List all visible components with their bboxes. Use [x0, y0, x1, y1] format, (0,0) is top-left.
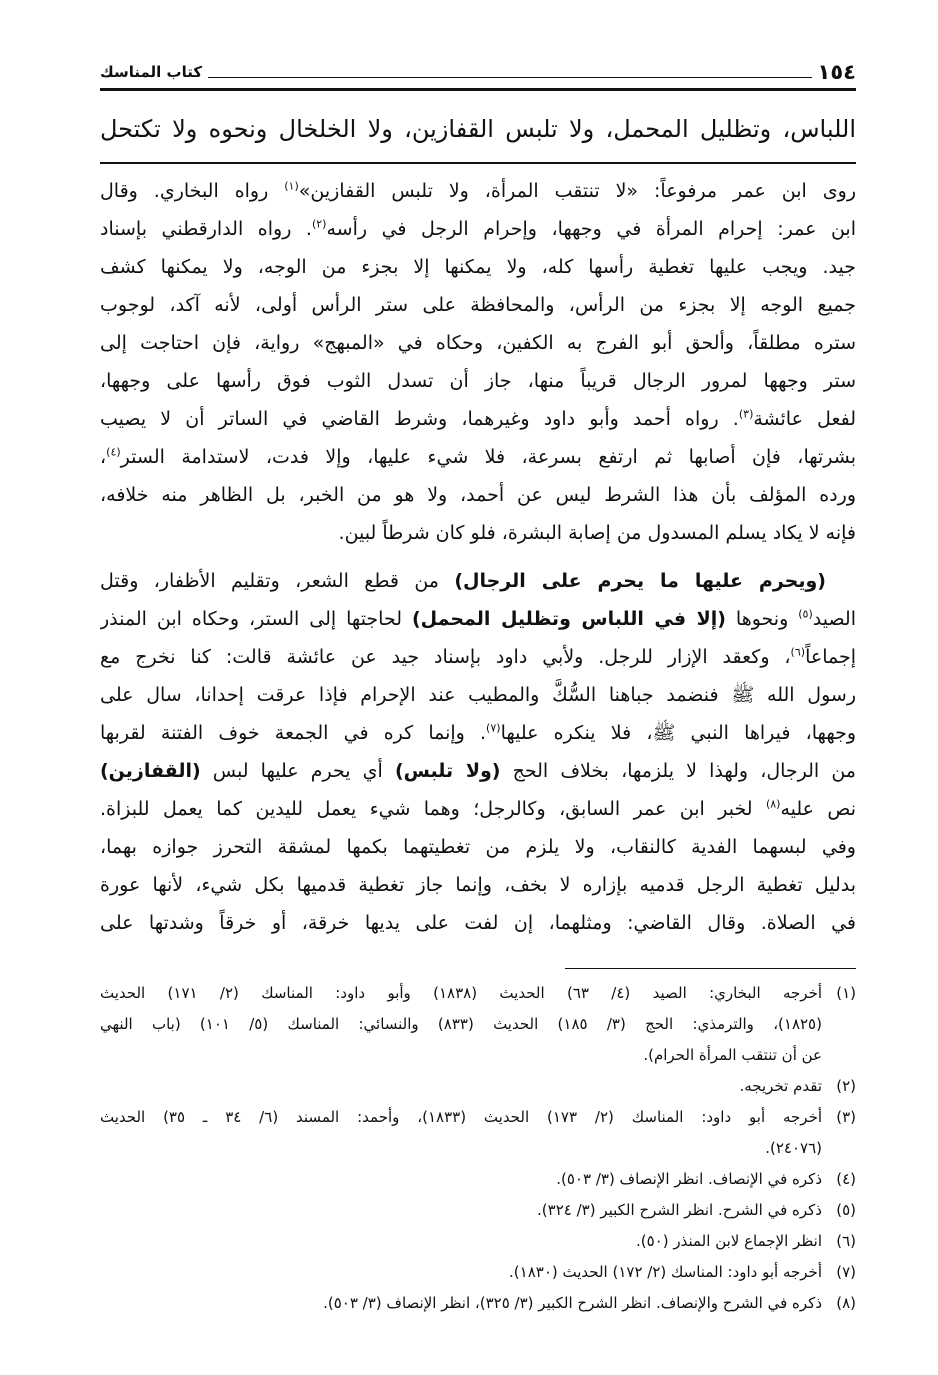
text-line	[100, 172, 856, 210]
footnote-number: (٤)	[836, 1170, 856, 1188]
footnote-number: (٦)	[836, 1232, 856, 1250]
text-line	[100, 210, 856, 248]
text-line	[100, 476, 856, 514]
footnote-line: انظر الإجماع لابن المنذر (٥٠).	[636, 1232, 822, 1250]
footnote-ref[interactable]: (٤)	[106, 445, 121, 459]
text-run: لحاجتها إلى الستر، وحكاه ابن المنذر	[100, 608, 412, 630]
matn-text	[100, 110, 856, 148]
footnote-number: (٨)	[836, 1294, 856, 1312]
footnote-ref[interactable]: (٧)	[486, 721, 501, 735]
footnote	[100, 1288, 856, 1319]
footnote-ref[interactable]: (٨)	[765, 797, 781, 811]
text-run: أي يحرم عليها لبس	[200, 760, 395, 782]
text-run: . وإنما كره في الجمعة خوف الفتنة لقربها	[100, 722, 487, 744]
header-divider	[208, 77, 811, 78]
text-run: بشرتها، فإن أصابها ثم ارتفع بسرعة، فلا شيء عليها، وإلا فدت، لاستدامة الستر	[120, 446, 856, 468]
footnote-line: عن أن تنتقب المرأة الحرام).	[643, 1046, 822, 1064]
text-run: من الرجال، ولهذا لا يلزمها، بخلاف الحج	[500, 760, 856, 782]
footnote-line: (٢٤٠٧٦).	[765, 1139, 822, 1157]
footnote-line: ذكره في الشرح. انظر الشرح الكبير (٣/ ٣٢٤).	[537, 1201, 822, 1219]
footnote-separator	[565, 968, 856, 969]
text-run: لخبر ابن عمر السابق، وكالرجل؛ وهما شيء يعمل لليدين كما يعمل للبزاة.	[100, 798, 766, 820]
footnote-line: أخرجه أبو داود: المناسك (٢/ ١٧٢) الحديث (١٨٣٠).	[509, 1263, 822, 1281]
bold-matn-quote: (القفازين)	[100, 760, 201, 782]
footnote-ref[interactable]: (٥)	[798, 607, 813, 621]
footnote-number: (٧)	[836, 1263, 856, 1281]
footnote-ref[interactable]: (٢)	[311, 217, 327, 231]
bold-matn-quote: (إلا في اللباس وتظليل المحمل)	[411, 608, 726, 630]
footnote	[100, 1102, 856, 1164]
footnote-ref[interactable]: (٣)	[738, 407, 754, 421]
text-run: وجهها، فيراها النبي ﷺ، فلا ينكره عليها	[500, 722, 856, 744]
footnotes	[100, 978, 856, 1319]
footnote	[100, 1164, 856, 1195]
text-line	[100, 438, 856, 476]
text-line	[100, 286, 856, 324]
paragraph	[100, 172, 856, 552]
text-run: فإنه لا يكاد يسلم المسدول من إصابة البشرة، فلو كان شرطاً لبين.	[338, 522, 856, 544]
header-rule	[100, 88, 856, 91]
text-run: ستره مطلقاً، وألحق أبو الفرج به الكفين، وحكاه في «المبهج» رواية، فإن احتاجت إلى	[100, 332, 856, 354]
paragraph	[100, 562, 856, 942]
running-header	[100, 60, 856, 84]
footnote-line: أخرجه البخاري: الصيد (٤/ ٦٣) الحديث (١٨٣٨) وأبو داود: المناسك (٢/ ١٧١) الحديث	[100, 984, 822, 1002]
footnote-line: أخرجه أبو داود: المناسك (٢/ ١٧٣) الحديث (١٨٣٣)، وأحمد: المسند (٦/ ٣٤ ـ ٣٥) الحديث	[100, 1108, 822, 1126]
text-run: الصيد	[812, 608, 856, 630]
bold-matn-quote: (ويحرم عليها ما يحرم على الرجال)	[454, 570, 826, 592]
chapter-title: كتاب المناسك	[100, 63, 203, 81]
text-line	[100, 714, 856, 752]
page-number: ١٥٤	[817, 60, 856, 84]
footnote	[100, 1226, 856, 1257]
text-run: رسول الله ﷺ فنضمد جباهنا السُّكَّ والمطيب عند الإحرام فإذا عرقت إحدانا، سال على	[100, 684, 856, 706]
text-line	[100, 600, 856, 638]
bold-matn-quote: (ولا تلبس)	[394, 760, 501, 782]
footnote-ref[interactable]: (٦)	[790, 645, 806, 659]
footnote-number: (١)	[836, 984, 856, 1002]
footnote-line: (١٨٢٥)، والترمذي: الحج (٣/ ١٨٥) الحديث (٨٣٣) والنسائي: المناسك (٥/ ١٠١) (باب النهي	[100, 1015, 822, 1033]
text-run: اللباس، وتظليل المحمل، ولا تلبس القفازين، ولا الخلخال ونحوه ولا تكتحل	[100, 115, 856, 143]
footnote-number: (٣)	[836, 1108, 856, 1126]
footnote-number: (٥)	[836, 1201, 856, 1219]
text-run: . رواه أحمد وأبو داود وغيرهما، وشرط القاضي في الساتر أن لا يصيب	[100, 408, 739, 430]
text-line	[100, 248, 856, 286]
text-run: وفي لبسهما الفدية كالنقاب، ولا يلزم من تغطيتهما بكمها لمشقة التحرز جوازه بهما،	[100, 836, 856, 858]
text-line	[100, 362, 856, 400]
text-run: ،	[100, 446, 107, 468]
footnote	[100, 978, 856, 1071]
footnote	[100, 1071, 856, 1102]
text-run: إجماعاً	[805, 646, 856, 668]
text-line	[100, 828, 856, 866]
text-line	[100, 866, 856, 904]
text-run: نص عليه	[780, 798, 856, 820]
footnote-number: (٢)	[836, 1077, 856, 1095]
text-line	[100, 904, 856, 942]
footnote	[100, 1257, 856, 1288]
text-run: ستر وجهها لمرور الرجال قريباً منها، جاز أن تسدل الثوب فوق رأسها على وجهها،	[100, 370, 856, 392]
text-line	[100, 790, 856, 828]
text-run: جيد. ويجب عليها تغطية رأسها كله، ولا يمكنها إلا بجزء من الوجه، ولا يمكنها كشف	[100, 256, 856, 278]
text-run: في الصلاة. وقال القاضي: ومثلهما، إن لفت على يديها خرقة، أو خرقاً وشدتها على	[100, 912, 856, 934]
footnote-line: ذكره في الإنصاف. انظر الإنصاف (٣/ ٥٠٣).	[556, 1170, 822, 1188]
text-run: ورده المؤلف بأن هذا الشرط ليس عن أحمد، ولا هو من الخبر، بل الظاهر منه خلافه،	[100, 484, 856, 506]
footnote	[100, 1195, 856, 1226]
footnote-ref[interactable]: (١)	[284, 179, 299, 193]
text-run: من قطع الشعر، وتقليم الأظفار، وقتل	[100, 570, 455, 592]
footnote-line: تقدم تخريجه.	[739, 1077, 822, 1095]
text-run: ونحوها	[725, 608, 799, 630]
text-line	[100, 638, 856, 676]
text-run: روى ابن عمر مرفوعاً: «لا تنتقب المرأة، ولا تلبس القفازين»	[298, 180, 856, 202]
text-line	[100, 324, 856, 362]
matn-rule	[100, 162, 856, 164]
text-run: رواه البخاري. وقال	[100, 180, 285, 202]
text-run: ، وكعقد الإزار للرجل. ولأبي داود بإسناد جيد عن عائشة قالت: كنا نخرج مع	[100, 646, 791, 668]
text-run: بدليل تغطية الرجل قدميه بإزاره لا بخف، وإنما جاز تغطية قدميها بكل شيء، لأنها عورة	[100, 874, 856, 896]
text-line	[100, 514, 856, 552]
text-run: لفعل عائشة	[753, 408, 856, 430]
text-line	[100, 752, 856, 790]
text-line	[100, 110, 856, 148]
text-line	[100, 400, 856, 438]
text-run: . رواه الدارقطني بإسناد	[100, 218, 312, 240]
commentary-body	[100, 172, 856, 952]
text-run: ابن عمر: إحرام المرأة في وجهها، وإحرام الرجل في رأسه	[326, 218, 856, 240]
text-line	[100, 562, 856, 600]
text-run: جميع الوجه إلا بجزء من الرأس، والمحافظة على ستر الرأس أولى، لأنه آكد، لوجوب	[100, 294, 856, 316]
footnote-line: ذكره في الشرح والإنصاف. انظر الشرح الكبير (٣/ ٣٢٥)، انظر الإنصاف (٣/ ٥٠٣).	[323, 1294, 822, 1312]
text-line	[100, 676, 856, 714]
